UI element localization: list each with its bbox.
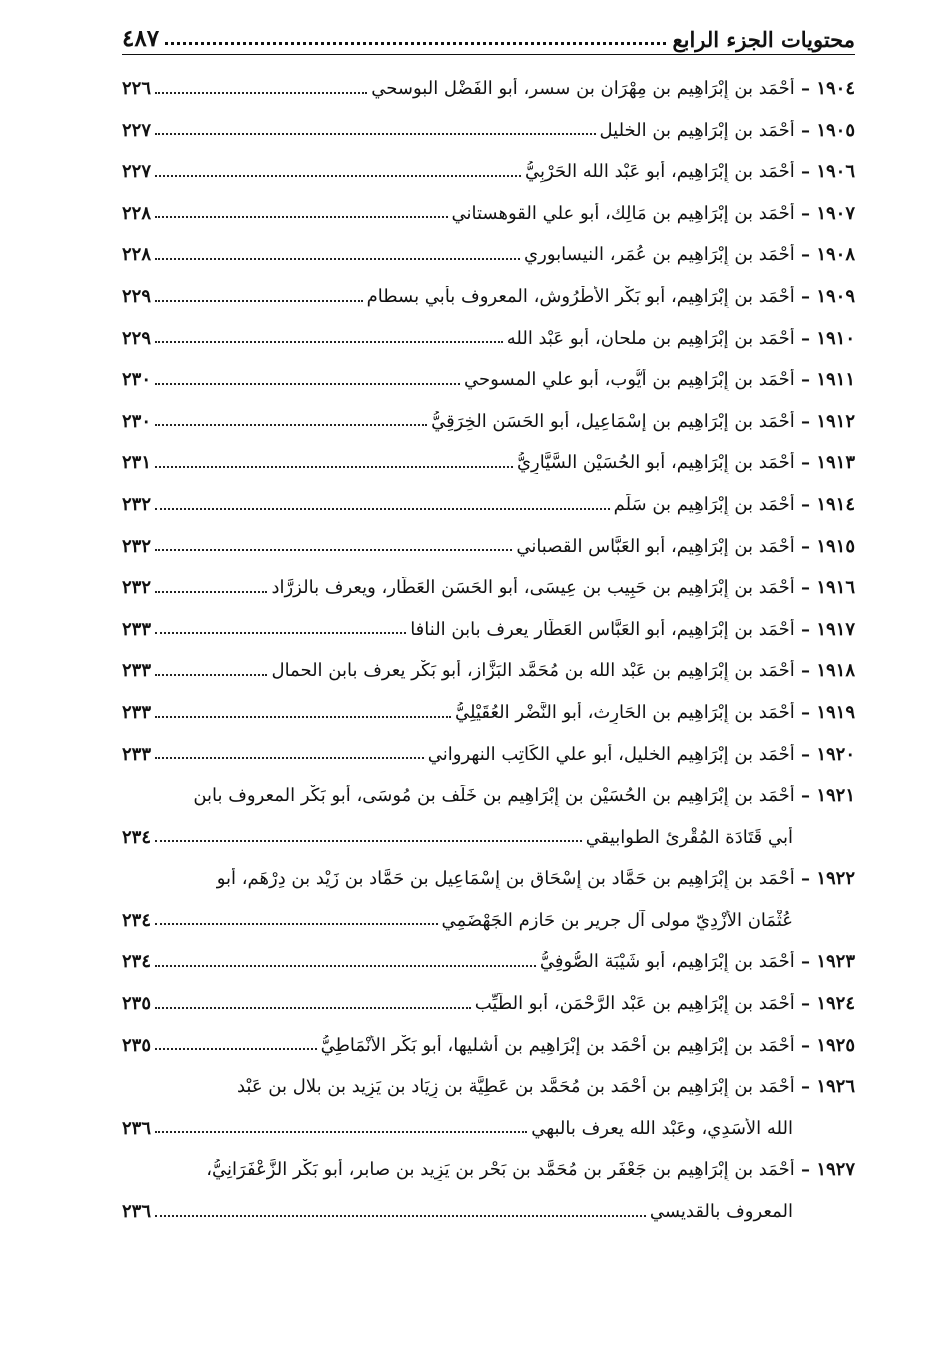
leader-dots	[155, 591, 267, 593]
entry-title: أَحْمَد بن إِبْرَاهِيم بن عُمَر، النيسابوري	[524, 244, 795, 266]
toc-entry	[122, 1056, 855, 1098]
entry-separator: –	[794, 535, 817, 557]
entry-separator: –	[794, 285, 817, 307]
entry-title-line2: المعروف بالقديسي	[649, 1201, 793, 1223]
leader-dots	[155, 1131, 527, 1133]
entry-separator: –	[794, 701, 817, 723]
entry-title: أَحْمَد بن إِبْرَاهِيم، أبو العَبَّاس القصباني	[516, 535, 795, 557]
entry-page: ٢٣٢	[122, 493, 152, 515]
entry-number: ١٩٢٧	[816, 1159, 855, 1181]
leader-dots	[155, 258, 520, 260]
entry-number: ١٩١٥	[816, 535, 855, 557]
toc-entry-continuation	[122, 807, 855, 849]
header-page-number: ٤٨٧	[122, 25, 160, 52]
leader-dots	[155, 508, 610, 510]
entry-separator: –	[794, 660, 817, 682]
leader-dots	[155, 1215, 646, 1217]
toc-entry	[122, 308, 855, 350]
entry-page: ٢٣٣	[122, 618, 152, 640]
entry-page: ٢٣٥	[122, 993, 152, 1015]
leader-dots	[155, 1048, 317, 1050]
entry-page: ٢٣٠	[122, 410, 152, 432]
leader-dots	[155, 216, 447, 218]
entry-separator: –	[794, 785, 817, 807]
entry-page: ٢٣٦	[122, 1201, 152, 1223]
entry-title: أَحْمَد بن إِبْرَاهِيم بن ملحان، أبو عَبْد الله	[506, 327, 795, 349]
leader-dots	[155, 300, 363, 302]
entry-number: ١٩١٩	[816, 701, 855, 723]
entry-number: ١٩٢٥	[816, 1034, 855, 1056]
toc-entry	[122, 349, 855, 391]
entry-number: ١٩٢١	[816, 785, 855, 807]
leader-dots	[155, 175, 521, 177]
toc-entry	[122, 848, 855, 890]
toc-entry	[122, 141, 855, 183]
toc-entry	[122, 266, 855, 308]
entry-page: ٢٣٣	[122, 660, 152, 682]
leader-dots	[155, 674, 267, 676]
toc-entry-continuation	[122, 1098, 855, 1140]
entry-page: ٢٣٣	[122, 743, 152, 765]
leader-dots	[155, 549, 512, 551]
leader-dots	[155, 383, 460, 385]
toc-entry	[122, 1015, 855, 1057]
toc-list	[122, 58, 855, 1223]
entry-page: ٢٢٩	[122, 285, 152, 307]
entry-title: أَحْمَد بن إِبْرَاهِيم بن إِسْمَاعِيل، أبو الحَسَن الخِرَقِيُّ	[431, 410, 795, 432]
entry-separator: –	[794, 577, 817, 599]
entry-page: ٢٢٨	[122, 202, 152, 224]
entry-title: أَحْمَد بن إِبْرَاهِيم، أبو بَكْر الأَطْرُوش، المعروف بأبي بسطام	[366, 285, 795, 307]
entry-page: ٢٣٤	[122, 909, 152, 931]
entry-title-line1: أَحْمَد بن إِبْرَاهِيم بن الحُسَيْن بن إِبْرَاهِيم بن خَلَف بن مُوسَى، أبو بَكْر المعروف بابن	[193, 785, 795, 807]
entry-page: ٢٣٢	[122, 577, 152, 599]
entry-page: ٢٣٥	[122, 1034, 152, 1056]
entry-separator: –	[794, 1034, 817, 1056]
entry-number: ١٩٠٤	[816, 78, 855, 99]
entry-title-line2: الله الأَسَدِي، وعَبْد الله يعرف بالبهي	[531, 1117, 793, 1139]
entry-number: ١٩٢٣	[816, 951, 855, 973]
entry-separator: –	[794, 618, 817, 640]
entry-page: ٢٢٧	[122, 119, 152, 141]
toc-entry	[122, 640, 855, 682]
entry-title: أَحْمَد بن إِبْرَاهِيم بن الخليل	[599, 119, 795, 141]
entry-number: ١٩٠٦	[816, 161, 855, 183]
entry-page: ٢٢٦	[122, 78, 152, 99]
entry-number: ١٩٠٨	[816, 244, 855, 266]
toc-entry	[122, 1139, 855, 1181]
entry-separator: –	[794, 1159, 817, 1181]
toc-entry	[122, 100, 855, 142]
toc-entry	[122, 557, 855, 599]
entry-title: أَحْمَد بن إِبْرَاهِيم بن أَيُّوب، أبو علي المسوحي	[464, 369, 795, 391]
entry-number: ١٩١٢	[816, 410, 855, 432]
header-title: محتويات الجزء الرابع	[672, 27, 855, 52]
leader-dots	[155, 466, 513, 468]
toc-entry	[122, 682, 855, 724]
entry-number: ١٩١١	[816, 369, 855, 391]
toc-entry-continuation	[122, 890, 855, 932]
toc-entry	[122, 224, 855, 266]
leader-dots	[155, 840, 582, 842]
entry-page: ٢٢٩	[122, 327, 152, 349]
entry-number: ١٩٠٥	[816, 119, 855, 141]
entry-separator: –	[794, 868, 817, 890]
entry-number: ١٩١٧	[816, 618, 855, 640]
leader-dots	[155, 965, 536, 967]
leader-dots	[155, 923, 438, 925]
entry-number: ١٩٢٦	[816, 1076, 855, 1098]
leader-dots	[155, 1007, 471, 1009]
entry-separator: –	[794, 1076, 817, 1098]
entry-separator: –	[794, 202, 817, 224]
entry-title: أَحْمَد بن إِبْرَاهِيم الخليل، أبو علي الكَاتِب النهرواني	[427, 743, 795, 765]
entry-title: أَحْمَد بن إِبْرَاهِيم بن سَلَم	[613, 493, 795, 515]
entry-title: أَحْمَد بن إِبْرَاهِيم بن حَبِيب بن عِيسَى، أبو الحَسَن العَطَّار، ويعرف بالزرَّاد	[271, 577, 795, 599]
entry-separator: –	[794, 951, 817, 973]
entry-title: أَحْمَد بن إِبْرَاهِيم، أبو عَبْد الله الحَرْبِيُّ	[525, 161, 795, 183]
entry-number: ١٩٢٠	[816, 743, 855, 765]
entry-title: أَحْمَد بن إِبْرَاهِيم بن الحَارِث، أبو النَّضْر العُقَيْلِيُّ	[455, 701, 795, 723]
entry-page: ٢٣٢	[122, 535, 152, 557]
entry-page: ٢٢٧	[122, 161, 152, 183]
entry-page: ٢٢٨	[122, 244, 152, 266]
header-rule	[122, 54, 855, 55]
entry-number: ١٩١٠	[816, 327, 855, 349]
entry-title: أَحْمَد بن إِبْرَاهِيم بن مِهْرَان بن سسر، أبو الفَضْل البوسحي	[371, 78, 795, 99]
header-leader-dots	[165, 42, 666, 45]
page-header	[122, 16, 855, 52]
entry-page: ٢٣٤	[122, 951, 152, 973]
leader-dots	[155, 716, 451, 718]
toc-entry	[122, 183, 855, 225]
entry-title: أَحْمَد بن إِبْرَاهِيم بن عَبْد الرَّحْمَن، أبو الطَّيِّب	[474, 993, 795, 1015]
entry-page: ٢٣٦	[122, 1117, 152, 1139]
leader-dots	[155, 632, 406, 634]
entry-number: ١٩١٨	[816, 660, 855, 682]
entry-separator: –	[794, 743, 817, 765]
entry-title-line1: أَحْمَد بن إِبْرَاهِيم بن حَمَّاد بن إِسْحَاق بن إِسْمَاعِيل بن حَمَّاد بن زَيْد بن دِرْهَم، أبو	[216, 868, 795, 890]
entry-title-line1: أَحْمَد بن إِبْرَاهِيم بن جَعْفَر بن مُحَمَّد بن بَحْر بن يَزِيد بن صابر، أبو بَكْر الزَّعْفَرَانِيُّ،	[206, 1159, 795, 1181]
leader-dots	[155, 133, 595, 135]
entry-title: أَحْمَد بن إِبْرَاهِيم، أبو شَيْبَة الصُّوفِيُّ	[539, 951, 795, 973]
entry-number: ١٩١٤	[816, 493, 855, 515]
toc-entry	[122, 474, 855, 516]
entry-title: أَحْمَد بن إِبْرَاهِيم بن مَالِك، أبو علي القوهستاني	[451, 202, 795, 224]
leader-dots	[155, 341, 503, 343]
toc-entry	[122, 391, 855, 433]
toc-entry	[122, 432, 855, 474]
entry-page: ٢٣٣	[122, 701, 152, 723]
toc-entry	[122, 931, 855, 973]
toc-entry	[122, 724, 855, 766]
leader-dots	[155, 92, 367, 94]
entry-number: ١٩١٦	[816, 577, 855, 599]
entry-title: أَحْمَد بن إِبْرَاهِيم، أبو العَبَّاس العَطَّار يعرف بابن النافا	[410, 618, 795, 640]
entry-separator: –	[794, 327, 817, 349]
entry-separator: –	[794, 369, 817, 391]
entry-separator: –	[794, 78, 817, 99]
entry-title-line1: أَحْمَد بن إِبْرَاهِيم بن أَحْمَد بن مُحَمَّد بن عَطِيَّة بن زِيَاد بن يَزِيد بن بلال بن عَبْد	[236, 1076, 795, 1098]
entry-title: أَحْمَد بن إِبْرَاهِيم بن أَحْمَد بن إِبْرَاهِيم بن أشليها، أبو بَكْر الأَنْمَاطِيُّ	[320, 1034, 795, 1056]
leader-dots	[155, 424, 427, 426]
entry-separator: –	[794, 493, 817, 515]
entry-separator: –	[794, 119, 817, 141]
leader-dots	[155, 757, 424, 759]
entry-number: ١٩٢٤	[816, 993, 855, 1015]
entry-number: ١٩١٣	[816, 452, 855, 474]
entry-title-line2: عُثْمَان الأَزْدِيّ مولى آل جرير بن حَازِم الجَهْضَمِي	[441, 909, 793, 931]
entry-separator: –	[794, 452, 817, 474]
entry-separator: –	[794, 993, 817, 1015]
toc-entry-continuation	[122, 1181, 855, 1223]
entry-title: أَحْمَد بن إِبْرَاهِيم بن عَبْد الله بن مُحَمَّد البَزَّاز، أبو بَكْر يعرف بابن الحمال	[271, 660, 795, 682]
entry-number: ١٩٠٧	[816, 202, 855, 224]
entry-title-line2: أبي قَتَادَة المُقْرِئ الطوابيقي	[585, 826, 793, 848]
entry-number: ١٩٠٩	[816, 285, 855, 307]
toc-entry	[122, 765, 855, 807]
entry-separator: –	[794, 161, 817, 183]
toc-entry	[122, 516, 855, 558]
entry-title: أَحْمَد بن إِبْرَاهِيم، أبو الحُسَيْن السَّيَّارِيُّ	[516, 452, 795, 474]
entry-page: ٢٣٠	[122, 369, 152, 391]
toc-entry	[122, 599, 855, 641]
entry-separator: –	[794, 244, 817, 266]
entry-number: ١٩٢٢	[816, 868, 855, 890]
entry-page: ٢٣١	[122, 452, 152, 474]
toc-entry	[122, 973, 855, 1015]
entry-page: ٢٣٤	[122, 826, 152, 848]
entry-separator: –	[794, 410, 817, 432]
toc-entry	[122, 58, 855, 100]
